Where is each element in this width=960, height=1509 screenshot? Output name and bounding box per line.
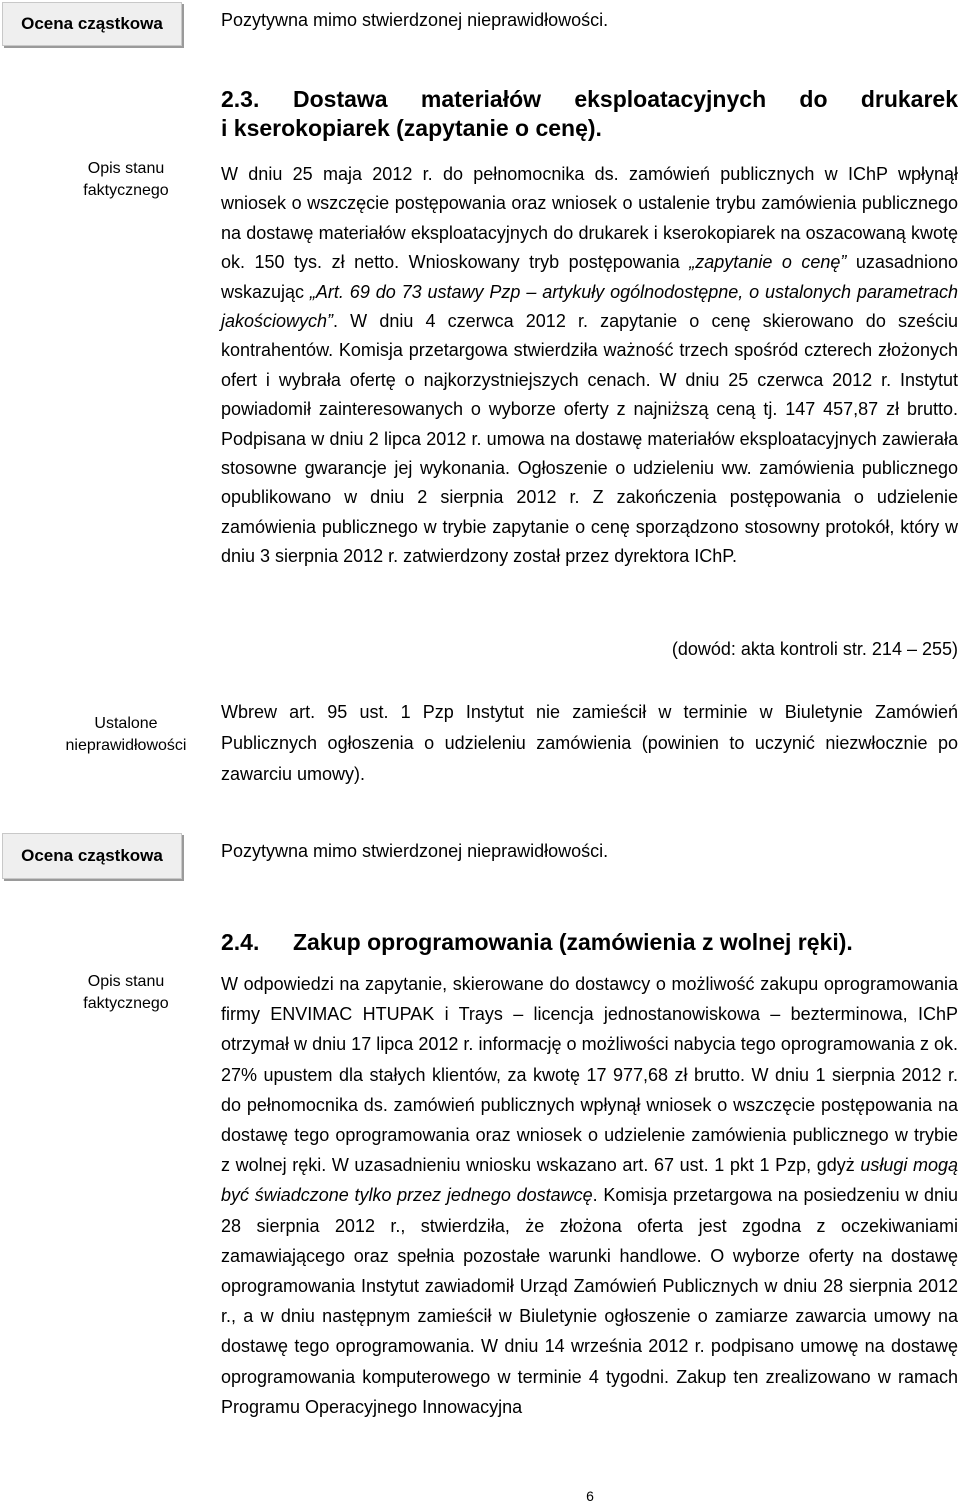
side-label-line2: nieprawidłowości bbox=[65, 737, 187, 754]
side-label-line2: faktycznego bbox=[83, 182, 169, 199]
side-label-irregularities bbox=[40, 713, 212, 757]
italic-run: usługi mogą być świadczone tylko przez jednego dostawcę bbox=[221, 1155, 959, 1206]
assessment-label-1 bbox=[2, 2, 182, 46]
text-run: uzasadniono wskazując bbox=[221, 252, 958, 302]
section-title-line2: i kserokopiarek (zapytanie o cenę). bbox=[221, 115, 602, 141]
side-label-facts-1 bbox=[40, 158, 212, 202]
text-run: . W dniu 4 czerwca 2012 r. zapytanie o cenę skierowano do sześciu kontrahentów. Komisja przetargowa stwierdziła ważność trzech spośród czterech złożonych ofert i wybrała ofertę o najkorzystniejszych cenach. W dniu 25 czerwca 2012 r. Instytut powiadomił zainteresowanych o wyborze oferty z najniższą ceną tj. 147 457,87 zł brutto. Podpisana w dniu 2 lipca 2012 r. umowa na dostawę materiałów eksploatacyjnych zawierała stosowne gwarancje jej wykonania. Ogłoszenie o udzieleniu ww. zamówienia publicznego opublikowano w dniu 2 sierpnia 2012 r. Z zakończenia postępowania o udzielenie zamówienia publicznego w trybie zapytanie o cenę sporządzono stosowny protokół, który w dniu 3 sierpnia 2012 r. zatwierdzony został przez dyrektora IChP. bbox=[221, 311, 958, 567]
side-label-line1: Opis stanu bbox=[87, 973, 165, 990]
italic-run: „zapytanie o cenę” bbox=[689, 252, 847, 273]
section-number: 2.4. bbox=[221, 929, 260, 955]
side-label-facts-2 bbox=[40, 971, 212, 1015]
text-run: . Komisja przetargowa na posiedzeniu w dniu 28 sierpnia 2012 r., stwierdziła, że złożona oferta jest zgodna z oczekiwaniami zamawiającego oraz spełnia pozostałe warunki handlowe. O wyborze oferty na dostawę oprogramowania Instytut zawiadomił Urząd Zamówień Publicznych w dniu 28 sierpnia 2012 r., a w dniu następnym zamieścił w Biuletynie ogłoszenie o zamiarze zawarcia umowy na dostawę tego oprogramowania. W dniu 14 września 2012 r. podpisano umowę na dostawę oprogramowania komputerowego w terminie 4 tygodni. Zakup ten zrealizowano w ramach Programu Operacyjnego Innowacyjna bbox=[221, 1185, 958, 1417]
section-title-2-3 bbox=[221, 85, 958, 143]
evidence-note: (dowód: akta kontroli str. 214 – 255) bbox=[671, 639, 958, 659]
page-number: 6 bbox=[586, 1488, 594, 1504]
facts-paragraph-2 bbox=[221, 969, 958, 1422]
assessment-label-text: Ocena cząstkowa bbox=[21, 846, 163, 865]
section-number: 2.3. bbox=[221, 86, 260, 112]
side-label-line2: faktycznego bbox=[83, 995, 169, 1012]
assessment-text-2: Pozytywna mimo stwierdzonej nieprawidłowości. bbox=[221, 841, 609, 861]
section-title-2-4 bbox=[221, 928, 958, 957]
assessment-text-1: Pozytywna mimo stwierdzonej nieprawidłowości. bbox=[221, 10, 609, 30]
side-label-line1: Ustalone bbox=[94, 715, 158, 732]
irregularities-text: Wbrew art. 95 ust. 1 Pzp Instytut nie zamieścił w terminie w Biuletynie Zamówień Publicznych ogłoszenia o udzieleniu zamówienia (powinien to uczynić niezwłocznie po zawarciu umowy). bbox=[221, 702, 958, 784]
facts-paragraph-1 bbox=[221, 160, 958, 572]
text-run: W dniu 25 maja 2012 r. do pełnomocnika ds. zamówień publicznych w IChP wpłynął wniosek o wszczęcie postępowania oraz wniosek o ustalenie trybu zamówienia publicznego na dostawę materiałów eksploatacyjnych do drukarek i kserokopiarek na oszacowaną kwotę ok. 150 tys. zł netto. Wnioskowany tryb postępowania bbox=[221, 164, 958, 273]
section-title-line1: Dostawa materiałów eksploatacyjnych do drukarek bbox=[293, 86, 958, 112]
italic-run: „Art. 69 do 73 ustawy Pzp – artykuły ogólnodostępne, o ustalonych parametrach jakościowych” bbox=[221, 281, 958, 332]
section-title: Zakup oprogramowania (zamówienia z wolnej ręki). bbox=[293, 929, 853, 955]
side-label-line1: Opis stanu bbox=[87, 160, 165, 177]
assessment-label-2 bbox=[2, 833, 182, 879]
assessment-label-text: Ocena cząstkowa bbox=[21, 14, 163, 33]
text-run: W odpowiedzi na zapytanie, skierowane do dostawcy o możliwość zakupu oprogramowania firmy ENVIMAC HTUPAK i Trays – licencja jednostanowiskowa – bezterminowa, IChP otrzymał w dniu 17 lipca 2012 r. informację o możliwości nabycia tego oprogramowania z ok. 27% upustem dla stałych klientów, za kwotę 17 977,68 zł brutto. W dniu 1 sierpnia 2012 r. do pełnomocnika ds. zamówień publicznych wpłynął wniosek o wszczęcie postępowania na dostawę tego oprogramowania oraz wniosek o udzielenie zamówienia publicznego w trybie z wolnej ręki. W uzasadnieniu wniosku wskazano art. 67 ust. 1 pkt 1 Pzp, gdyż bbox=[221, 974, 958, 1176]
